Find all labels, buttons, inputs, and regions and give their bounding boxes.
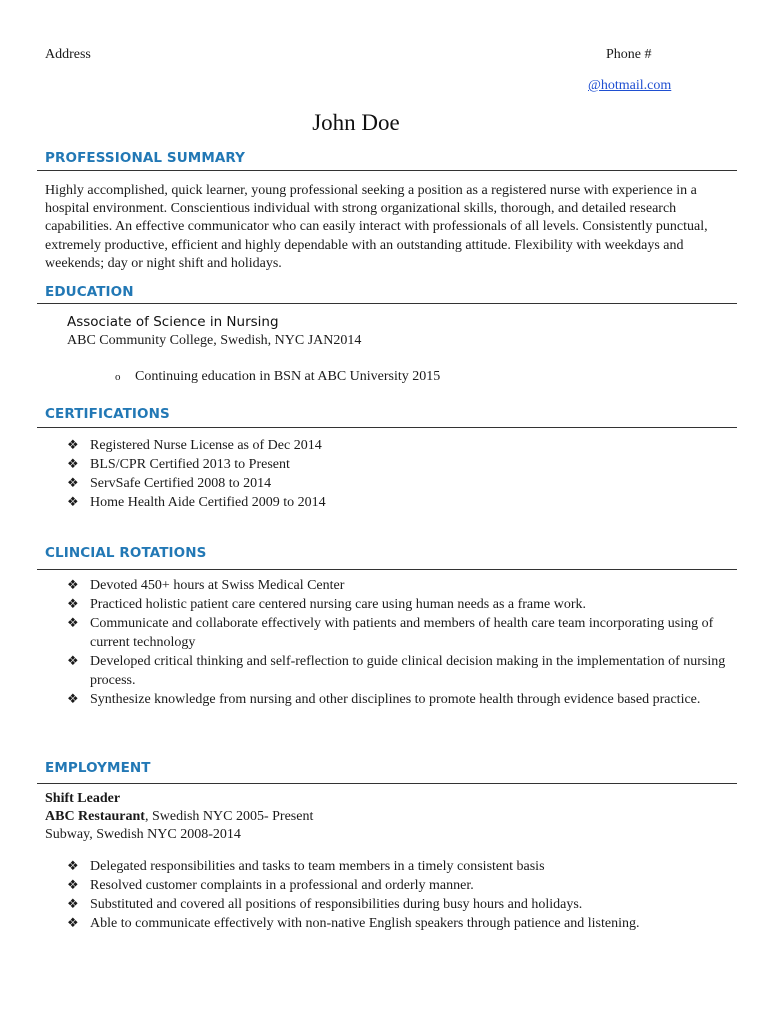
diamond-bullet-icon: ❖ <box>67 476 79 491</box>
email-link[interactable] <box>542 78 671 94</box>
phone-label: Phone # <box>606 47 652 62</box>
list-item: ❖ Registered Nurse License as of Dec 2014 <box>67 438 322 453</box>
job-title: Shift Leader <box>45 791 121 806</box>
employer-line-1 <box>45 809 313 825</box>
certifications-list <box>67 436 326 512</box>
circle-bullet-icon: o <box>115 371 121 383</box>
employment-divider <box>37 783 737 784</box>
certifications-divider <box>37 427 737 428</box>
employer-line-2: Subway, Swedish NYC 2008-2014 <box>45 827 241 842</box>
summary-text: Highly accomplished, quick learner, young professional seeking a position as a registered nurse with experience in a hospital environment. Conscientious individual with strong organizational skills, thorough, and detailed research capabilities. An effective communicator who can easily interact with professionals of all levels. Consistently punctual, extremely productive, efficient and highly dependable with an outstanding attitude. Flexibility with weekdays and weekends; day or night shift and holidays. <box>45 183 708 271</box>
continuing-education: Continuing education in BSN at ABC University 2015 <box>135 369 441 384</box>
education-divider <box>37 303 737 304</box>
list-item: ❖ BLS/CPR Certified 2013 to Present <box>67 457 290 472</box>
diamond-bullet-icon: ❖ <box>67 897 79 912</box>
summary-heading: PROFESSIONAL SUMMARY <box>45 150 246 166</box>
degree-title: Associate of Science in Nursing <box>67 314 279 330</box>
rotations-list <box>67 576 750 709</box>
diamond-bullet-icon: ❖ <box>67 692 79 707</box>
employer-name: ABC Restaurant <box>45 809 145 824</box>
summary-divider <box>37 170 737 171</box>
list-item: ❖ Able to communicate effectively with non-native English speakers through patience and listening. <box>67 916 640 931</box>
list-item: ❖ Practiced holistic patient care centered nursing care using human needs as a frame work. <box>67 597 587 612</box>
diamond-bullet-icon: ❖ <box>67 654 79 669</box>
employment-list <box>67 857 639 933</box>
candidate-name: John Doe <box>312 110 400 135</box>
rotations-divider <box>37 569 737 570</box>
diamond-bullet-icon: ❖ <box>67 597 79 612</box>
diamond-bullet-icon: ❖ <box>67 859 79 874</box>
list-item: ❖ Resolved customer complaints in a professional and orderly manner. <box>67 878 474 893</box>
school-line: ABC Community College, Swedish, NYC JAN2014 <box>67 333 362 348</box>
education-heading: EDUCATION <box>45 284 134 300</box>
list-item: ❖ Developed critical thinking and self-reflection to guide clinical decision making in the implementation of nursing process. <box>67 654 726 688</box>
list-item: ❖ Devoted 450+ hours at Swiss Medical Center <box>67 578 345 593</box>
list-item: ❖ Communicate and collaborate effectively with patients and members of health care team incorporating using of current technology <box>67 616 714 650</box>
diamond-bullet-icon: ❖ <box>67 495 79 510</box>
employer-detail: , Swedish NYC 2005- Present <box>144 809 314 824</box>
diamond-bullet-icon: ❖ <box>67 457 79 472</box>
certifications-heading: CERTIFICATIONS <box>45 406 170 422</box>
diamond-bullet-icon: ❖ <box>67 438 79 453</box>
diamond-bullet-icon: ❖ <box>67 916 79 931</box>
diamond-bullet-icon: ❖ <box>67 578 79 593</box>
address-label: Address <box>45 47 91 62</box>
email-text: @hotmail.com <box>588 78 672 93</box>
list-item: ❖ Home Health Aide Certified 2009 to 2014 <box>67 495 326 510</box>
employment-heading: EMPLOYMENT <box>45 760 151 776</box>
diamond-bullet-icon: ❖ <box>67 878 79 893</box>
diamond-bullet-icon: ❖ <box>67 616 79 631</box>
rotations-heading: CLINCIAL ROTATIONS <box>45 545 207 561</box>
list-item: ❖ Substituted and covered all positions of responsibilities during busy hours and holidays. <box>67 897 583 912</box>
list-item: ❖ ServSafe Certified 2008 to 2014 <box>67 476 272 491</box>
list-item: ❖ Synthesize knowledge from nursing and other disciplines to promote health through evidence based practice. <box>67 692 701 707</box>
list-item: ❖ Delegated responsibilities and tasks to team members in a timely consistent basis <box>67 859 545 874</box>
